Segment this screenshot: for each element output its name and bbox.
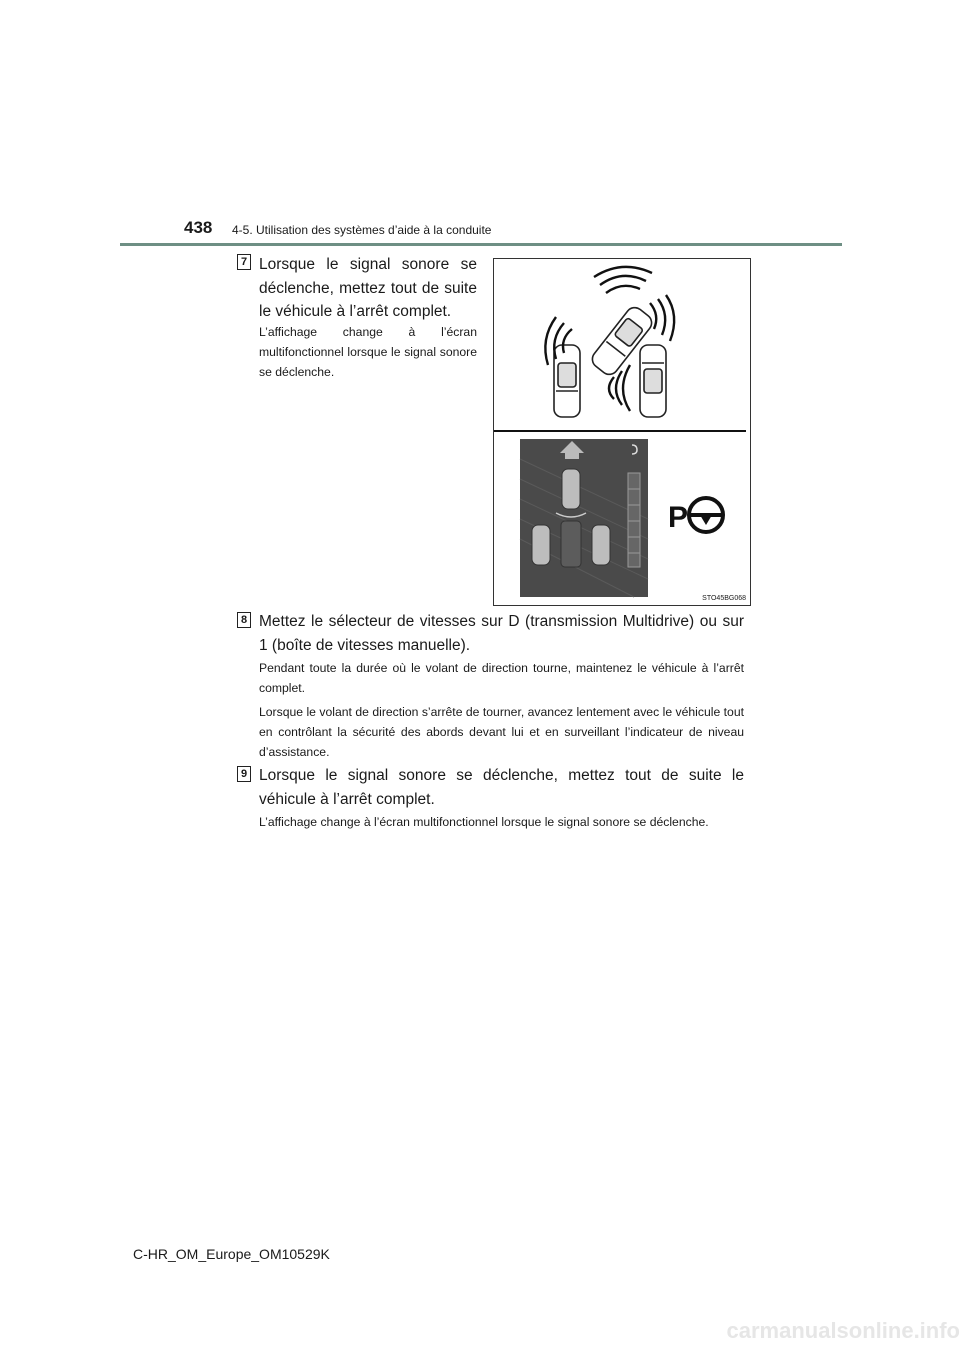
step-9-instruction: Lorsque le signal sonore se déclenche, mettez tout de suite le véhicule à l’arrêt complet. — [259, 767, 744, 808]
display-car-front — [562, 469, 580, 509]
parking-assist-illustration — [493, 258, 751, 606]
step-8-instruction: Mettez le sélecteur de vitesses sur D (transmission Multidrive) ou sur 1 (boîte de vitesses manuelle). — [259, 613, 744, 654]
parked-car-right — [640, 345, 666, 417]
target-parking-space — [561, 521, 581, 567]
steering-wheel-icon — [689, 498, 723, 532]
display-car-left — [532, 525, 550, 565]
step-7-note: L’affichage change à l’écran multifonctionnel lorsque le signal sonore se déclenche. — [259, 325, 477, 379]
watermark: carmanualsonline.info — [726, 1318, 960, 1343]
parking-symbol: P — [668, 501, 689, 534]
step-7-instruction: Lorsque le signal sonore se déclenche, mettez tout de suite le véhicule à l’arrêt complet. — [259, 256, 477, 320]
page-number: 438 — [184, 218, 213, 237]
step-9-note: L’affichage change à l’écran multifonctionnel lorsque le signal sonore se déclenche. — [259, 815, 709, 829]
step-8-badge: 8 — [237, 612, 251, 628]
display-car-right — [592, 525, 610, 565]
step-8-note-2: Lorsque le volant de direction s’arrête de tourner, avancez lentement avec le véhicule tout en contrôlant la sécurité des abords devant lui et en surveillant l’indicateur de niveau d’assistance. — [259, 705, 744, 759]
parked-car-left — [554, 345, 580, 417]
step-7-badge: 7 — [237, 254, 251, 270]
section-title: 4-5. Utilisation des systèmes d’aide à la conduite — [232, 223, 492, 237]
footer-doc-code: C-HR_OM_Europe_OM10529K — [133, 1246, 330, 1262]
step-9-badge: 9 — [237, 766, 251, 782]
step-8-note-1: Pendant toute la durée où le volant de direction tourne, maintenez le véhicule à l’arrêt complet. — [259, 661, 744, 695]
figure-caption: STO45BG068 — [702, 595, 746, 602]
header-rule — [120, 243, 842, 246]
assist-level-indicator — [628, 473, 640, 567]
illustration-graphic — [494, 259, 750, 605]
